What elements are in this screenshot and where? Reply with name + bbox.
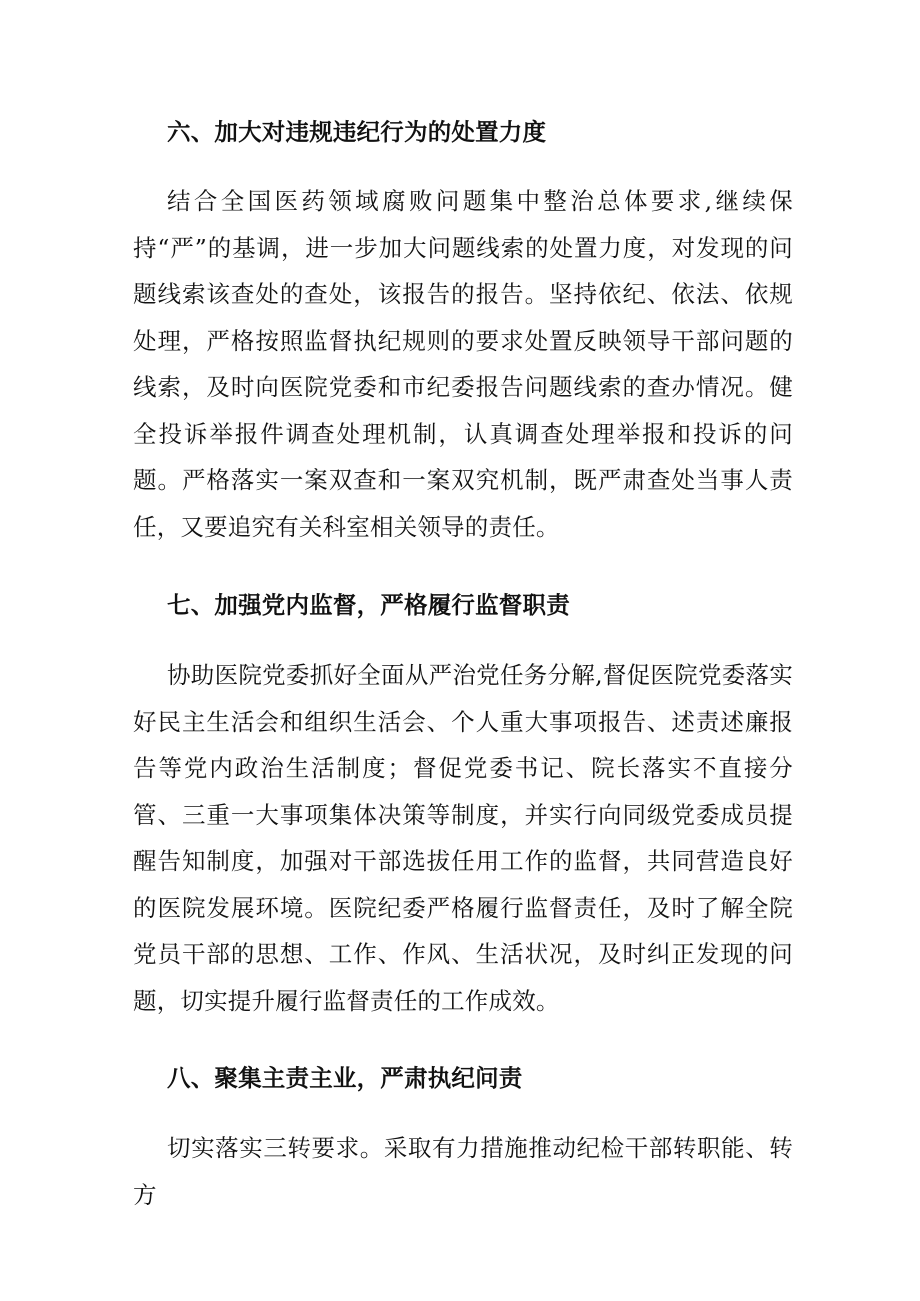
section-paragraph-7: 协助医院党委抓好全面从严治党任务分解,督促医院党委落实好民主生活会和组织生活会、个人重大事项报告、述责述廉报告等党内政治生活制度；督促党委书记、院长落实不直接分管、三重一大事项集体决策等制度，并实行向同级党委成员提醒告知制度，加强对干部选拔任用工作的监督，共同营造良好的医院发展环境。医院纪委严格履行监督责任，及时了解全院党员干部的思想、工作、作风、生活状况，及时纠正发现的问题，切实提升履行监督责任的工作成效。 xyxy=(133,661,793,1015)
section-paragraph-6: 结合全国医药领域腐败问题集中整治总体要求,继续保持“严”的基调，进一步加大问题线索的处置力度，对发现的问题线索该查处的查处，该报告的报告。坚持依纪、依法、依规处理，严格按照监督执纪规则的要求处置反映领导干部问题的线索，及时向医院党委和市纪委报告问题线索的查办情况。健全投诉举报件调查处理机制，认真调查处理举报和投诉的问题。严格落实一案双查和一案双究机制，既严肃查处当事人责任，又要追究有关科室相关领导的责任。 xyxy=(133,187,793,541)
section-paragraph-8: 切实落实三转要求。采取有力措施推动纪检干部转职能、转方 xyxy=(133,1134,793,1209)
section-heading-7: 七、加强党内监督，严格履行监督职责 xyxy=(167,591,570,619)
section-heading-6: 六、加大对违规违纪行为的处置力度 xyxy=(167,118,547,146)
section-heading-8: 八、聚集主责主业，严肃执纪问责 xyxy=(167,1064,523,1092)
